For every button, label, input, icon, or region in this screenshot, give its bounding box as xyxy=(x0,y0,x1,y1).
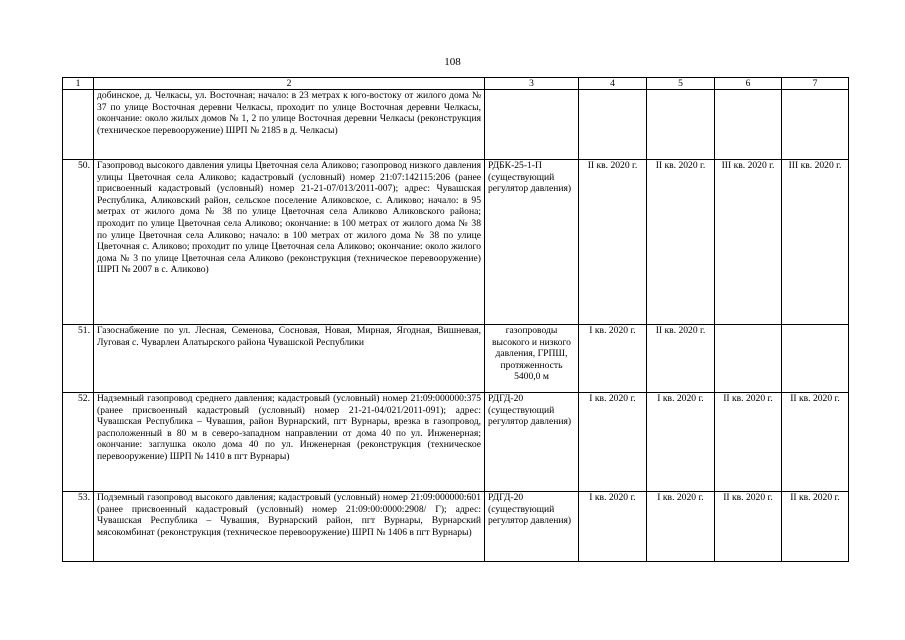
table-row xyxy=(63,492,849,562)
period-cell: II кв. 2020 г. xyxy=(715,393,782,492)
table-row xyxy=(63,325,849,393)
column-header: 5 xyxy=(647,78,715,90)
object-description: Газоснабжение по ул. Лесная, Семенова, Сосновая, Новая, Мирная, Ягодная, Вишневая, Луговая с. Чуварлеи Алатырского района Чувашской Республики xyxy=(94,325,485,393)
table-row xyxy=(63,393,849,492)
period-cell: I кв. 2020 г. xyxy=(579,492,647,562)
table-row xyxy=(63,90,849,160)
period-cell: III кв. 2020 г. xyxy=(715,160,782,325)
period-cell: I кв. 2020 г. xyxy=(647,393,715,492)
object-description: Газопровод высокого давления улицы Цветочная села Аликово; газопровод низкого давления улицы Цветочная села Аликово; кадастровый (условный) номер 21:07:142115:206 (ранее присвоенный кадастровый (условный) номер 21-21-07/013/2011-007); адрес: Чувашская Республика, Аликовский район, сельское поселение Аликовское, с. Аликово; начало: в 95 метрах от жилого дома № 38 по улице Цветочная села Аликово Аликовского района; проходит по улице Цветочная села Аликово; окончание: в 100 метрах от жилого дома № 38 по улице Цветочная села Аликово; начало: в 100 метрах от жилого дома № 38 по улице Цветочная с. Аликово; проходит по улице Цветочная села Аликово; окончание: около жилого дома № 3 по улице Цветочная села Аликово (реконструкция (техническое перевооружение) ШРП № 2007 в с. Аликово) xyxy=(94,160,485,325)
period-cell xyxy=(782,325,849,393)
equipment-cell: газопроводы высокого и низкого давления, ГРПШ, протяженность 5400,0 м xyxy=(485,325,579,393)
column-header: 2 xyxy=(94,78,485,90)
table-row xyxy=(63,160,849,325)
period-cell: II кв. 2020 г. xyxy=(647,325,715,393)
column-header: 3 xyxy=(485,78,579,90)
period-cell xyxy=(715,325,782,393)
column-header: 7 xyxy=(782,78,849,90)
period-cell xyxy=(647,90,715,160)
object-description: Надземный газопровод среднего давления; кадастровый (условный) номер 21:09:000000:375 (ранее присвоенный кадастровый (условный) номер 21-21-04/021/2011-091); адрес: Чувашская Республика – Чувашия, район Вурнарский, пгт Вурнары, врезка в газопровод, расположенный в 80 м в северо-западном направлении от дома 40 по ул. Инженерная; окончание: заглушка около дома 40 по ул. Инженерная (реконструкция (техническое перевооружение) ШРП № 1410 в пгт Вурнары) xyxy=(94,393,485,492)
row-number: 52. xyxy=(63,393,94,492)
row-number: 50. xyxy=(63,160,94,325)
column-header: 6 xyxy=(715,78,782,90)
equipment-cell: РДГД-20 (существующий регулятор давления) xyxy=(485,492,579,562)
row-number xyxy=(63,90,94,160)
object-description: Подземный газопровод высокого давления; кадастровый (условный) номер 21:09:000000:601 (ранее присвоенный кадастровый (условный) номер 21:09:00:0000:2908/ Г); адрес: Чувашская Республика – Чувашия, Вурнарский район, пгт Вурнары, Вурнарский мясокомбинат (реконструкция (техническое перевооружение) ШРП № 1406 в пгт Вурнары) xyxy=(94,492,485,562)
table-header-row xyxy=(63,78,849,90)
period-cell: II кв. 2020 г. xyxy=(782,393,849,492)
column-header: 1 xyxy=(63,78,94,90)
period-cell xyxy=(579,90,647,160)
schedule-table xyxy=(62,77,849,562)
page-number: 108 xyxy=(444,56,461,68)
period-cell: II кв. 2020 г. xyxy=(715,492,782,562)
period-cell xyxy=(782,90,849,160)
object-description: добинское, д. Челкасы, ул. Восточная; начало: в 23 метрах к юго-востоку от жилого дома № 37 по улице Восточная деревни Челкасы, проходит по улице Восточная деревни Челкасы, окончание: около жилых домов № 1, 2 по улице Восточная деревни Челкасы (реконструкция (техническое перевооружение) ШРП № 2185 в д. Челкасы) xyxy=(94,90,485,160)
column-header: 4 xyxy=(579,78,647,90)
period-cell: I кв. 2020 г. xyxy=(647,492,715,562)
period-cell: I кв. 2020 г. xyxy=(579,393,647,492)
row-number: 51. xyxy=(63,325,94,393)
period-cell: I кв. 2020 г. xyxy=(579,325,647,393)
period-cell: II кв. 2020 г. xyxy=(782,492,849,562)
equipment-cell xyxy=(485,90,579,160)
period-cell: III кв. 2020 г. xyxy=(782,160,849,325)
equipment-cell: РДБК-25-1-П (существующий регулятор давления) xyxy=(485,160,579,325)
period-cell xyxy=(715,90,782,160)
period-cell: II кв. 2020 г. xyxy=(647,160,715,325)
equipment-cell: РДГД-20 (существующий регулятор давления) xyxy=(485,393,579,492)
row-number: 53. xyxy=(63,492,94,562)
period-cell: II кв. 2020 г. xyxy=(579,160,647,325)
